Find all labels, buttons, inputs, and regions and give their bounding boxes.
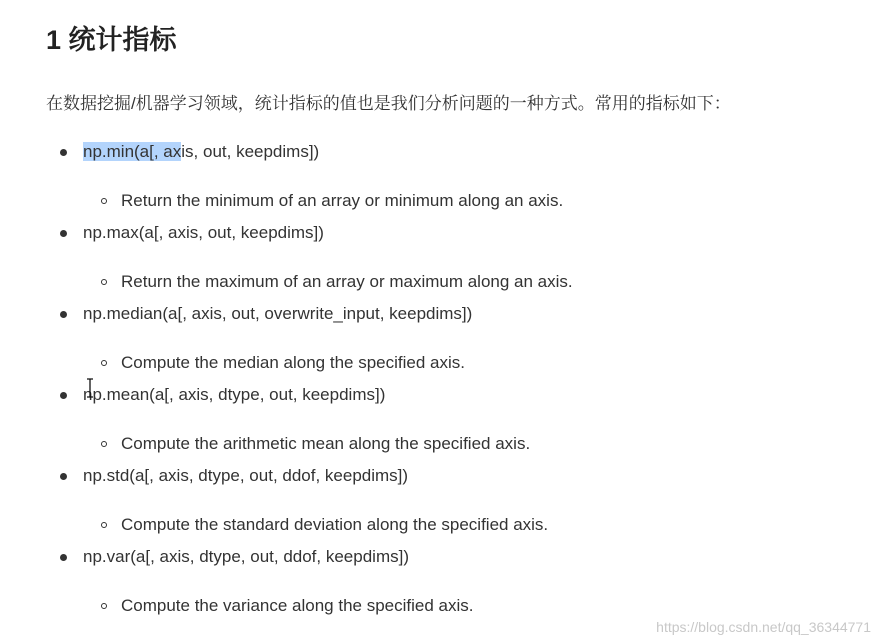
signature-text[interactable]: is, out, keepdims]) xyxy=(181,142,320,161)
function-signature[interactable]: np.mean(a[, axis, dtype, out, keepdims]) xyxy=(83,385,386,404)
bullet-icon xyxy=(60,392,67,399)
function-signature[interactable]: np.var(a[, axis, dtype, out, ddof, keepdims]) xyxy=(83,547,409,566)
function-signature[interactable] xyxy=(83,140,319,164)
bullet-icon xyxy=(60,311,67,318)
function-description: Compute the arithmetic mean along the specified axis. xyxy=(121,434,531,453)
hollow-bullet-icon xyxy=(101,360,107,366)
text-cursor-icon xyxy=(86,378,94,398)
function-description: Compute the variance along the specified axis. xyxy=(121,596,474,615)
hollow-bullet-icon xyxy=(101,441,107,447)
intro-paragraph: 在数据挖掘/机器学习领域，统计指标的值也是我们分析问题的一种方式。常用的指标如下： xyxy=(46,94,731,113)
bullet-icon xyxy=(60,473,67,480)
bullet-icon xyxy=(60,230,67,237)
hollow-bullet-icon xyxy=(101,603,107,609)
bullet-icon xyxy=(60,554,67,561)
hollow-bullet-icon xyxy=(101,279,107,285)
hollow-bullet-icon xyxy=(101,198,107,204)
hollow-bullet-icon xyxy=(101,522,107,528)
function-description: Compute the standard deviation along the specified axis. xyxy=(121,515,549,534)
function-signature[interactable]: np.std(a[, axis, dtype, out, ddof, keepdims]) xyxy=(83,466,409,485)
selected-text[interactable]: np.min(a[, ax xyxy=(83,142,182,161)
section-heading: 1 统计指标 xyxy=(46,25,177,55)
function-description: Compute the median along the specified axis. xyxy=(121,353,465,372)
watermark: https://blog.csdn.net/qq_36344771 xyxy=(656,619,871,635)
function-description: Return the minimum of an array or minimum along an axis. xyxy=(121,191,564,210)
bullet-icon xyxy=(60,149,67,156)
function-description: Return the maximum of an array or maximum along an axis. xyxy=(121,272,573,291)
function-signature[interactable]: np.median(a[, axis, out, overwrite_input, keepdims]) xyxy=(83,304,473,323)
function-signature[interactable]: np.max(a[, axis, out, keepdims]) xyxy=(83,223,324,242)
